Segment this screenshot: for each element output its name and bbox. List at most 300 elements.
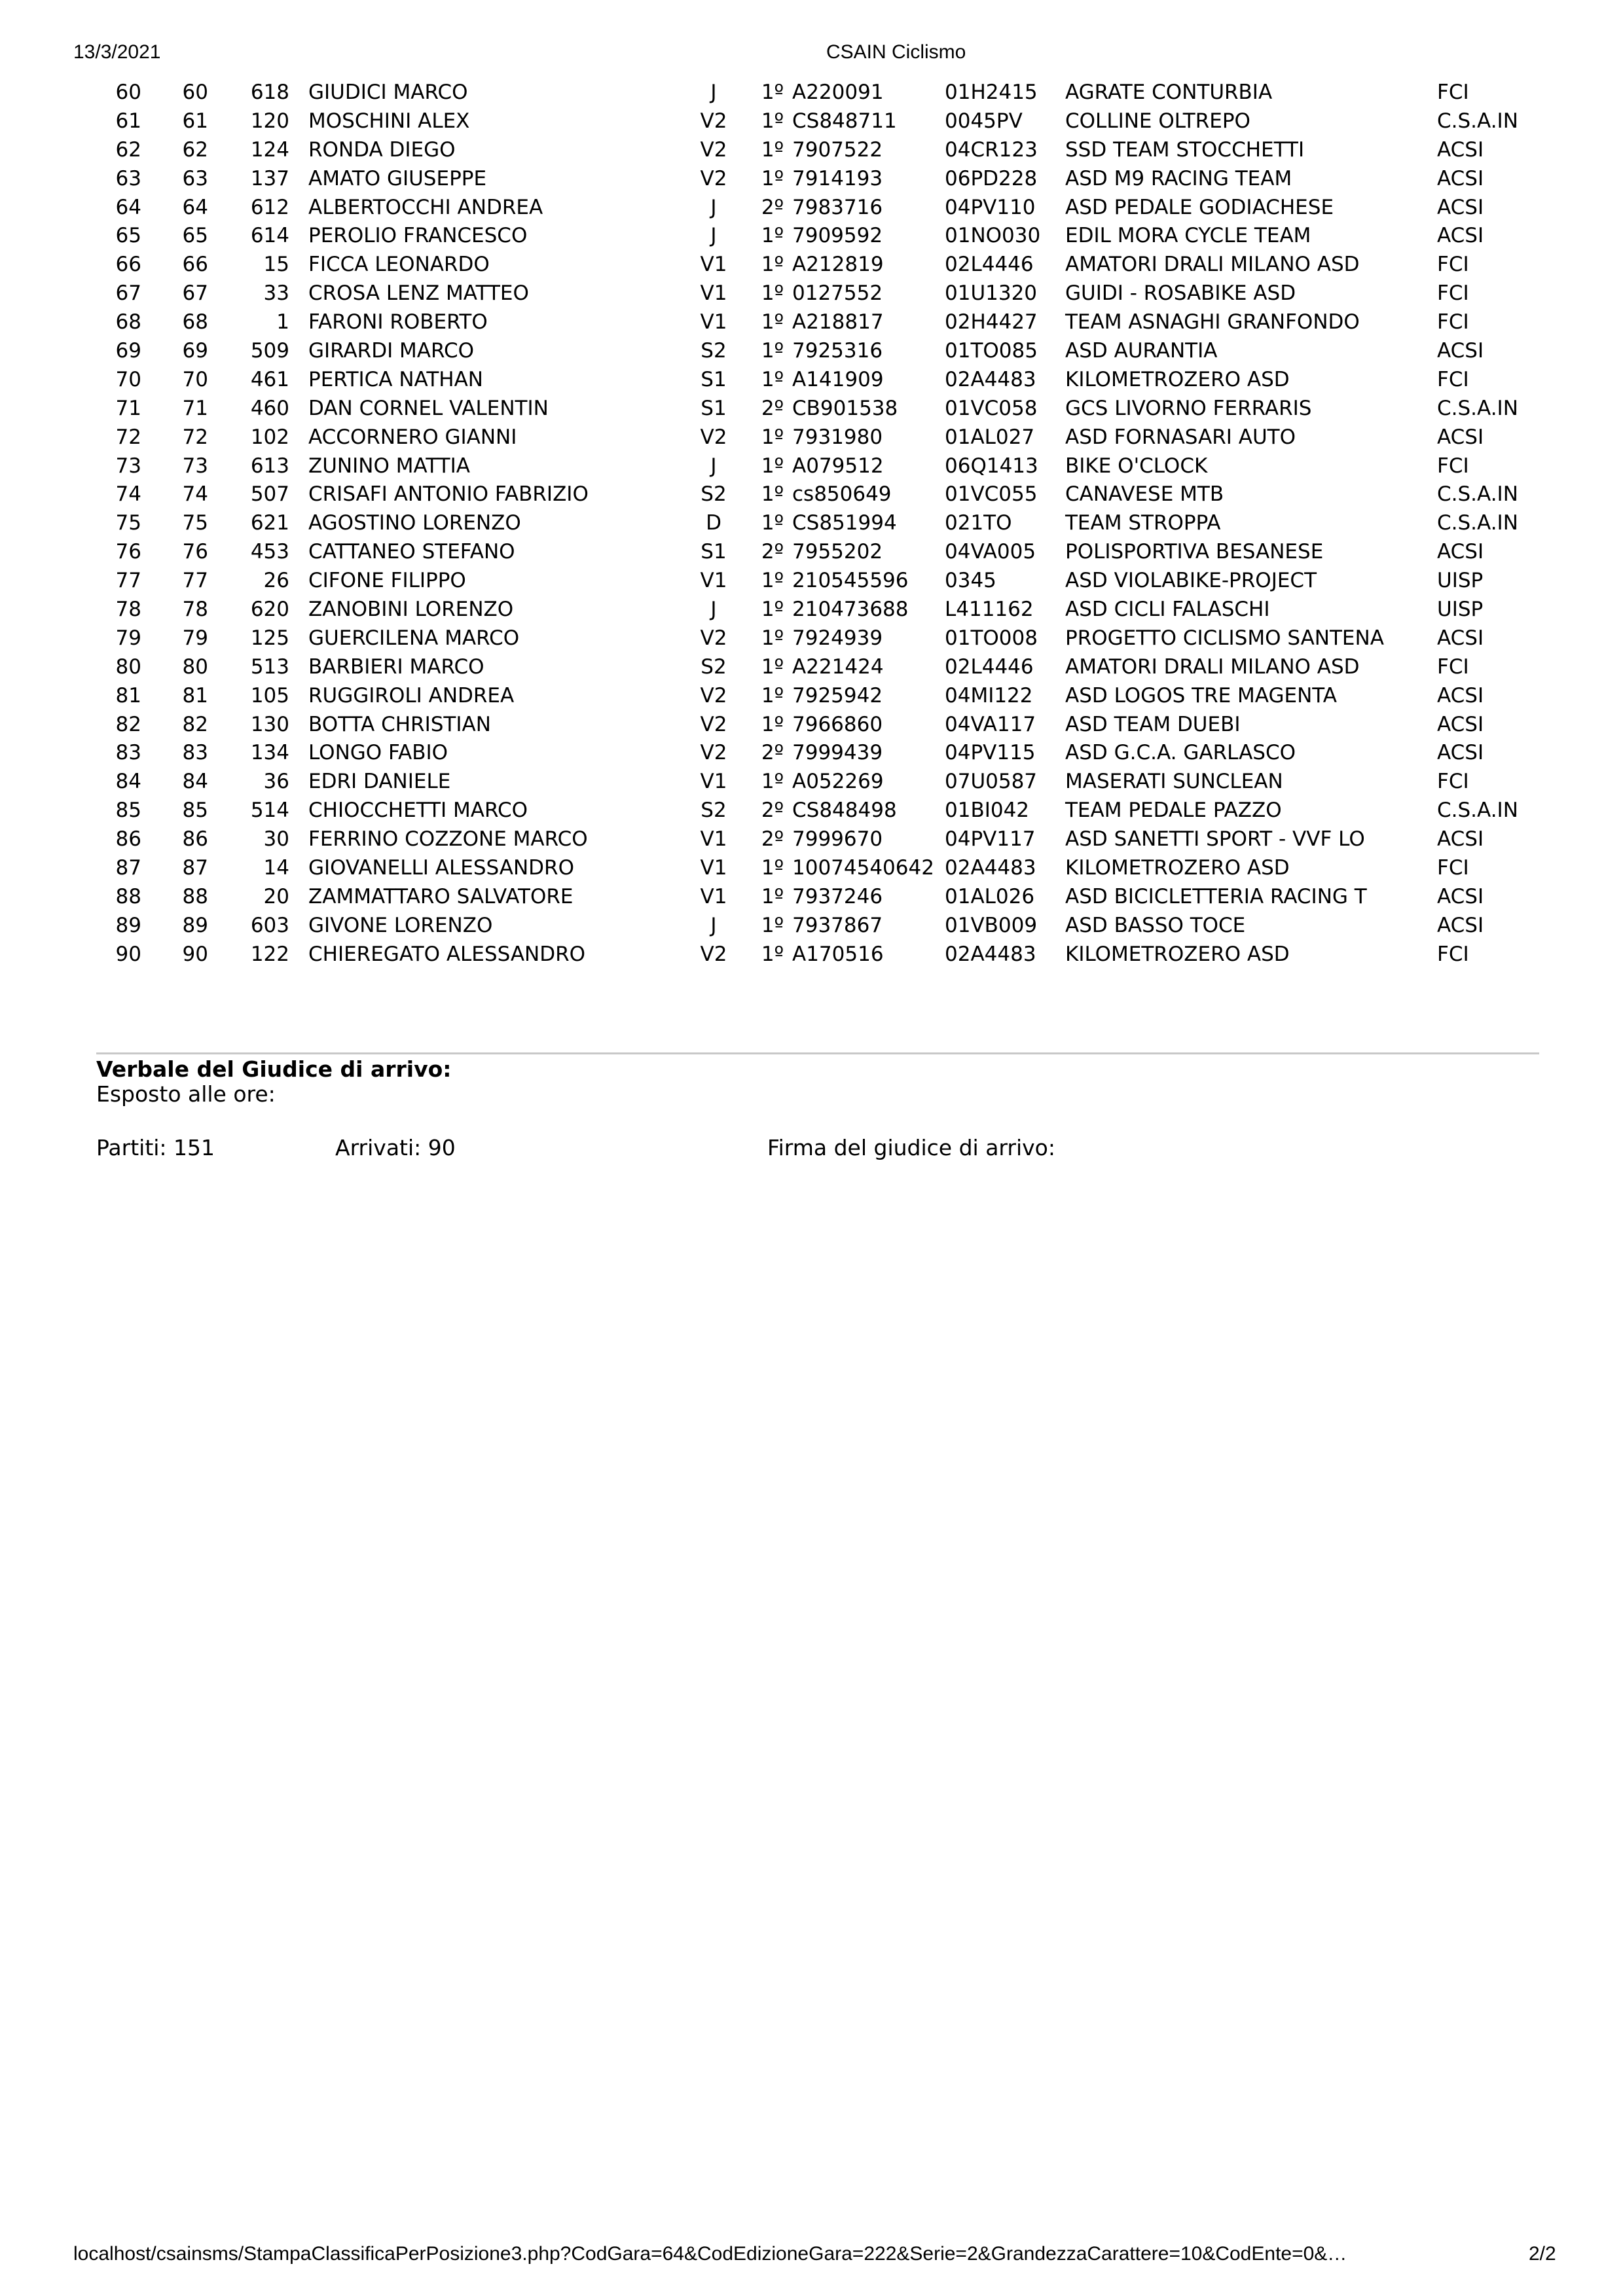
ente-cell: ACSI [1437, 166, 1484, 190]
table-row [98, 711, 1571, 740]
table-row [98, 337, 1571, 366]
ente-cell: ACSI [1437, 195, 1484, 219]
category-cell: V1 [700, 884, 727, 908]
table-row [98, 941, 1571, 969]
category-cell: J [710, 598, 717, 622]
table-row [98, 395, 1571, 423]
bib-number-cell: 612 [250, 195, 289, 219]
rider-name-cell: ALBERTOCCHI ANDREA [308, 195, 543, 219]
card-number-cell: A079512 [792, 454, 884, 478]
team-name-cell: KILOMETROZERO ASD [1065, 856, 1290, 880]
table-row [98, 624, 1571, 653]
bib-number-cell: 33 [263, 281, 289, 306]
class-rank-cell: 1º [761, 598, 784, 622]
bib-number-cell: 507 [250, 482, 289, 507]
category-cell: S2 [701, 798, 727, 823]
class-rank-cell: 1º [761, 454, 784, 478]
team-name-cell: KILOMETROZERO ASD [1065, 942, 1290, 966]
card-number-cell: A141909 [792, 367, 884, 391]
team-name-cell: ASD BASSO TOCE [1065, 913, 1246, 937]
team-code-cell: 04PV115 [945, 741, 1036, 765]
card-number-cell: 7907522 [792, 137, 883, 162]
ente-cell: ACSI [1437, 540, 1484, 564]
rider-name-cell: CATTANEO STEFANO [308, 540, 515, 564]
team-name-cell: ASD AURANTIA [1065, 339, 1218, 363]
rider-name-cell: CROSA LENZ MATTEO [308, 281, 529, 306]
card-number-cell: 7925942 [792, 683, 883, 708]
category-position-cell: 72 [182, 425, 208, 449]
table-row [98, 251, 1571, 279]
team-code-cell: 02L4446 [945, 253, 1034, 277]
position-cell: 66 [115, 253, 141, 277]
team-name-cell: ASD PEDALE GODIACHESE [1065, 195, 1334, 219]
class-rank-cell: 1º [761, 683, 784, 708]
bib-number-cell: 1 [276, 310, 289, 334]
table-row [98, 480, 1571, 509]
category-cell: V2 [700, 425, 727, 449]
category-position-cell: 82 [182, 712, 208, 736]
bib-number-cell: 137 [250, 166, 289, 190]
class-rank-cell: 2º [761, 195, 784, 219]
category-cell: V1 [700, 569, 727, 593]
bib-number-cell: 513 [250, 655, 289, 679]
category-cell: V1 [700, 310, 727, 334]
bib-number-cell: 120 [250, 109, 289, 133]
category-cell: J [710, 195, 717, 219]
category-position-cell: 87 [182, 856, 208, 880]
arrivati-count: Arrivati: 90 [335, 1135, 456, 1160]
category-position-cell: 85 [182, 798, 208, 823]
results-table [98, 79, 1571, 969]
ente-cell: ACSI [1437, 913, 1484, 937]
rider-name-cell: PERTICA NATHAN [308, 367, 483, 391]
team-name-cell: GCS LIVORNO FERRARIS [1065, 396, 1312, 420]
position-cell: 75 [115, 511, 141, 535]
category-cell: J [710, 454, 717, 478]
bib-number-cell: 102 [250, 425, 289, 449]
bib-number-cell: 514 [250, 798, 289, 823]
table-row [98, 222, 1571, 251]
class-rank-cell: 1º [761, 655, 784, 679]
position-cell: 79 [115, 626, 141, 650]
category-cell: J [710, 913, 717, 937]
category-cell: S1 [701, 367, 727, 391]
category-cell: V2 [700, 166, 727, 190]
team-code-cell: 06PD228 [945, 166, 1038, 190]
bib-number-cell: 124 [250, 137, 289, 162]
card-number-cell: 7999670 [792, 827, 883, 852]
class-rank-cell: 1º [761, 367, 784, 391]
position-cell: 62 [115, 137, 141, 162]
category-cell: S2 [701, 655, 727, 679]
category-position-cell: 89 [182, 913, 208, 937]
table-row [98, 79, 1571, 107]
position-cell: 86 [115, 827, 141, 852]
team-code-cell: 02A4483 [945, 942, 1036, 966]
team-name-cell: TEAM STROPPA [1065, 511, 1221, 535]
team-name-cell: AGRATE CONTURBIA [1065, 81, 1273, 104]
category-position-cell: 86 [182, 827, 208, 852]
class-rank-cell: 1º [761, 942, 784, 966]
bib-number-cell: 122 [250, 942, 289, 966]
table-row [98, 768, 1571, 797]
team-code-cell: 02H4427 [945, 310, 1038, 334]
rider-name-cell: FICCA LEONARDO [308, 253, 490, 277]
class-rank-cell: 2º [761, 798, 784, 823]
category-position-cell: 80 [182, 655, 208, 679]
bib-number-cell: 613 [250, 454, 289, 478]
class-rank-cell: 1º [761, 224, 784, 248]
rider-name-cell: GUERCILENA MARCO [308, 626, 520, 650]
ente-cell: FCI [1437, 655, 1469, 679]
section-divider [96, 1052, 1539, 1054]
bib-number-cell: 603 [250, 913, 289, 937]
team-name-cell: ASD G.C.A. GARLASCO [1065, 741, 1296, 765]
rider-name-cell: BARBIERI MARCO [308, 655, 484, 679]
rider-name-cell: ZUNINO MATTIA [308, 454, 470, 478]
bib-number-cell: 620 [250, 598, 289, 622]
class-rank-cell: 1º [761, 281, 784, 306]
rider-name-cell: GIRARDI MARCO [308, 339, 475, 363]
category-cell: V2 [700, 683, 727, 708]
position-cell: 78 [115, 598, 141, 622]
ente-cell: FCI [1437, 454, 1469, 478]
category-position-cell: 67 [182, 281, 208, 306]
category-position-cell: 71 [182, 396, 208, 420]
table-row [98, 854, 1571, 883]
position-cell: 81 [115, 683, 141, 708]
card-number-cell: 7937246 [792, 884, 883, 908]
category-position-cell: 65 [182, 224, 208, 248]
class-rank-cell: 1º [761, 482, 784, 507]
card-number-cell: 210545596 [792, 569, 909, 593]
team-name-cell: ASD SANETTI SPORT - VVF LO [1065, 827, 1365, 852]
bib-number-cell: 130 [250, 712, 289, 736]
table-row [98, 825, 1571, 854]
rider-name-cell: RONDA DIEGO [308, 137, 456, 162]
bib-number-cell: 618 [250, 81, 289, 104]
team-code-cell: 01TO085 [945, 339, 1038, 363]
class-rank-cell: 1º [761, 310, 784, 334]
category-position-cell: 62 [182, 137, 208, 162]
position-cell: 64 [115, 195, 141, 219]
rider-name-cell: ZANOBINI LORENZO [308, 598, 514, 622]
category-cell: V2 [700, 942, 727, 966]
class-rank-cell: 2º [761, 540, 784, 564]
rider-name-cell: AGOSTINO LORENZO [308, 511, 521, 535]
category-position-cell: 88 [182, 884, 208, 908]
team-code-cell: 01U1320 [945, 281, 1038, 306]
team-code-cell: 01NO030 [945, 224, 1041, 248]
position-cell: 67 [115, 281, 141, 306]
category-position-cell: 78 [182, 598, 208, 622]
card-number-cell: 7955202 [792, 540, 883, 564]
ente-cell: ACSI [1437, 339, 1484, 363]
team-name-cell: ASD M9 RACING TEAM [1065, 166, 1292, 190]
team-name-cell: TEAM ASNAGHI GRANFONDO [1065, 310, 1360, 334]
card-number-cell: 7914193 [792, 166, 883, 190]
position-cell: 73 [115, 454, 141, 478]
position-cell: 71 [115, 396, 141, 420]
class-rank-cell: 1º [761, 856, 784, 880]
card-number-cell: 0127552 [792, 281, 883, 306]
table-row [98, 509, 1571, 538]
team-name-cell: ASD TEAM DUEBI [1065, 712, 1241, 736]
team-code-cell: 04PV110 [945, 195, 1036, 219]
bib-number-cell: 460 [250, 396, 289, 420]
class-rank-cell: 1º [761, 770, 784, 794]
ente-cell: FCI [1437, 367, 1469, 391]
card-number-cell: CB901538 [792, 396, 898, 420]
ente-cell: FCI [1437, 856, 1469, 880]
class-rank-cell: 1º [761, 166, 784, 190]
bib-number-cell: 614 [250, 224, 289, 248]
card-number-cell: 7983716 [792, 195, 883, 219]
card-number-cell: CS848711 [792, 109, 897, 133]
rider-name-cell: FARONI ROBERTO [308, 310, 488, 334]
position-cell: 84 [115, 770, 141, 794]
category-cell: V1 [700, 827, 727, 852]
team-code-cell: L411162 [945, 598, 1034, 622]
category-cell: V1 [700, 770, 727, 794]
ente-cell: ACSI [1437, 224, 1484, 248]
position-cell: 88 [115, 884, 141, 908]
category-position-cell: 81 [182, 683, 208, 708]
category-cell: S1 [701, 540, 727, 564]
print-date: 13/3/2021 [73, 41, 161, 63]
rider-name-cell: GIVONE LORENZO [308, 913, 493, 937]
team-name-cell: EDIL MORA CYCLE TEAM [1065, 224, 1311, 248]
ente-cell: FCI [1437, 281, 1469, 306]
table-row [98, 567, 1571, 596]
team-name-cell: PROGETTO CICLISMO SANTENA [1065, 626, 1384, 650]
bib-number-cell: 30 [263, 827, 289, 852]
team-code-cell: 04VA117 [945, 712, 1036, 736]
class-rank-cell: 1º [761, 137, 784, 162]
position-cell: 63 [115, 166, 141, 190]
page-title: CSAIN Ciclismo [826, 41, 966, 63]
bib-number-cell: 20 [263, 884, 289, 908]
team-code-cell: 02A4483 [945, 367, 1036, 391]
table-row [98, 682, 1571, 711]
table-row [98, 107, 1571, 136]
rider-name-cell: PEROLIO FRANCESCO [308, 224, 528, 248]
ente-cell: ACSI [1437, 683, 1484, 708]
ente-cell: UISP [1437, 569, 1484, 593]
position-cell: 69 [115, 339, 141, 363]
table-row [98, 883, 1571, 912]
team-name-cell: ASD FORNASARI AUTO [1065, 425, 1296, 449]
footer-url: localhost/csainsms/StampaClassificaPerPosizione3.php?CodGara=64&CodEdizioneGara=222&Serie=2&GrandezzaCarattere=10&CodEnte=0&… [73, 2243, 1347, 2265]
class-rank-cell: 1º [761, 253, 784, 277]
card-number-cell: 7937867 [792, 913, 883, 937]
table-row [98, 308, 1571, 337]
rider-name-cell: BOTTA CHRISTIAN [308, 712, 491, 736]
category-position-cell: 70 [182, 367, 208, 391]
rider-name-cell: CRISAFI ANTONIO FABRIZIO [308, 482, 589, 507]
team-code-cell: 021TO [945, 511, 1012, 535]
class-rank-cell: 1º [761, 511, 784, 535]
ente-cell: FCI [1437, 253, 1469, 277]
rider-name-cell: GIUDICI MARCO [308, 81, 468, 104]
table-row [98, 797, 1571, 825]
class-rank-cell: 1º [761, 712, 784, 736]
position-cell: 72 [115, 425, 141, 449]
ente-cell: FCI [1437, 770, 1469, 794]
team-code-cell: 01AL026 [945, 884, 1035, 908]
team-name-cell: KILOMETROZERO ASD [1065, 367, 1290, 391]
card-number-cell: A218817 [792, 310, 884, 334]
ente-cell: ACSI [1437, 884, 1484, 908]
category-position-cell: 63 [182, 166, 208, 190]
category-position-cell: 64 [182, 195, 208, 219]
category-position-cell: 69 [182, 339, 208, 363]
ente-cell: ACSI [1437, 425, 1484, 449]
team-name-cell: ASD VIOLABIKE-PROJECT [1065, 569, 1317, 593]
table-row [98, 739, 1571, 768]
team-name-cell: TEAM PEDALE PAZZO [1065, 798, 1282, 823]
ente-cell: C.S.A.IN [1437, 482, 1518, 507]
ente-cell: FCI [1437, 310, 1469, 334]
class-rank-cell: 1º [761, 339, 784, 363]
ente-cell: FCI [1437, 942, 1469, 966]
position-cell: 76 [115, 540, 141, 564]
card-number-cell: A221424 [792, 655, 884, 679]
ente-cell: C.S.A.IN [1437, 109, 1518, 133]
team-code-cell: 04VA005 [945, 540, 1036, 564]
ente-cell: C.S.A.IN [1437, 396, 1518, 420]
category-position-cell: 83 [182, 741, 208, 765]
esposto-label: Esposto alle ore: [96, 1081, 276, 1107]
category-position-cell: 66 [182, 253, 208, 277]
card-number-cell: 7924939 [792, 626, 883, 650]
table-row [98, 653, 1571, 682]
category-cell: S2 [701, 339, 727, 363]
category-position-cell: 68 [182, 310, 208, 334]
category-position-cell: 79 [182, 626, 208, 650]
bib-number-cell: 453 [250, 540, 289, 564]
rider-name-cell: ZAMMATTARO SALVATORE [308, 884, 574, 908]
rider-name-cell: EDRI DANIELE [308, 770, 451, 794]
category-cell: V2 [700, 109, 727, 133]
position-cell: 80 [115, 655, 141, 679]
category-cell: D [706, 511, 721, 535]
team-name-cell: AMATORI DRALI MILANO ASD [1065, 253, 1360, 277]
table-row [98, 452, 1571, 481]
team-name-cell: SSD TEAM STOCCHETTI [1065, 137, 1305, 162]
team-name-cell: AMATORI DRALI MILANO ASD [1065, 655, 1360, 679]
position-cell: 77 [115, 569, 141, 593]
team-code-cell: 04PV117 [945, 827, 1036, 852]
rider-name-cell: RUGGIROLI ANDREA [308, 683, 515, 708]
ente-cell: C.S.A.IN [1437, 798, 1518, 823]
card-number-cell: A220091 [792, 81, 884, 104]
bib-number-cell: 14 [263, 856, 289, 880]
ente-cell: ACSI [1437, 626, 1484, 650]
position-cell: 68 [115, 310, 141, 334]
class-rank-cell: 1º [761, 569, 784, 593]
category-cell: S1 [701, 396, 727, 420]
bib-number-cell: 26 [263, 569, 289, 593]
partiti-count: Partiti: 151 [96, 1135, 215, 1160]
card-number-cell: A052269 [792, 770, 884, 794]
position-cell: 74 [115, 482, 141, 507]
table-row [98, 165, 1571, 194]
rider-name-cell: CHIOCCHETTI MARCO [308, 798, 528, 823]
rider-name-cell: MOSCHINI ALEX [308, 109, 470, 133]
class-rank-cell: 2º [761, 741, 784, 765]
ente-cell: C.S.A.IN [1437, 511, 1518, 535]
page-number: 2/2 [1529, 2243, 1556, 2265]
category-cell: V2 [700, 626, 727, 650]
card-number-cell: cs850649 [792, 482, 892, 507]
category-cell: V2 [700, 712, 727, 736]
card-number-cell: 7931980 [792, 425, 883, 449]
team-name-cell: ASD BICICLETTERIA RACING T [1065, 884, 1367, 908]
rider-name-cell: ACCORNERO GIANNI [308, 425, 517, 449]
table-row [98, 194, 1571, 223]
team-name-cell: CANAVESE MTB [1065, 482, 1224, 507]
bib-number-cell: 36 [263, 770, 289, 794]
position-cell: 90 [115, 942, 141, 966]
team-name-cell: POLISPORTIVA BESANESE [1065, 540, 1324, 564]
class-rank-cell: 1º [761, 109, 784, 133]
rider-name-cell: LONGO FABIO [308, 741, 448, 765]
class-rank-cell: 1º [761, 913, 784, 937]
category-cell: V1 [700, 281, 727, 306]
category-position-cell: 73 [182, 454, 208, 478]
team-code-cell: 01AL027 [945, 425, 1035, 449]
card-number-cell: CS851994 [792, 511, 897, 535]
category-cell: S2 [701, 482, 727, 507]
category-position-cell: 74 [182, 482, 208, 507]
class-rank-cell: 1º [761, 884, 784, 908]
ente-cell: FCI [1437, 81, 1469, 104]
category-cell: J [710, 224, 717, 248]
bib-number-cell: 125 [250, 626, 289, 650]
table-row [98, 366, 1571, 395]
position-cell: 70 [115, 367, 141, 391]
team-code-cell: 02L4446 [945, 655, 1034, 679]
ente-cell: ACSI [1437, 712, 1484, 736]
card-number-cell: 7966860 [792, 712, 883, 736]
team-code-cell: 02A4483 [945, 856, 1036, 880]
team-name-cell: ASD LOGOS TRE MAGENTA [1065, 683, 1337, 708]
bib-number-cell: 105 [250, 683, 289, 708]
category-position-cell: 60 [182, 81, 208, 104]
bib-number-cell: 461 [250, 367, 289, 391]
position-cell: 85 [115, 798, 141, 823]
table-row [98, 538, 1571, 567]
ente-cell: ACSI [1437, 741, 1484, 765]
table-row [98, 912, 1571, 941]
card-number-cell: 7909592 [792, 224, 883, 248]
rider-name-cell: DAN CORNEL VALENTIN [308, 396, 549, 420]
class-rank-cell: 2º [761, 396, 784, 420]
card-number-cell: CS848498 [792, 798, 897, 823]
rider-name-cell: CHIEREGATO ALESSANDRO [308, 942, 586, 966]
team-code-cell: 0345 [945, 569, 996, 593]
card-number-cell: A170516 [792, 942, 884, 966]
category-cell: V2 [700, 137, 727, 162]
position-cell: 65 [115, 224, 141, 248]
bib-number-cell: 134 [250, 741, 289, 765]
ente-cell: ACSI [1437, 137, 1484, 162]
class-rank-cell: 1º [761, 425, 784, 449]
category-position-cell: 84 [182, 770, 208, 794]
position-cell: 87 [115, 856, 141, 880]
card-number-cell: A212819 [792, 253, 884, 277]
